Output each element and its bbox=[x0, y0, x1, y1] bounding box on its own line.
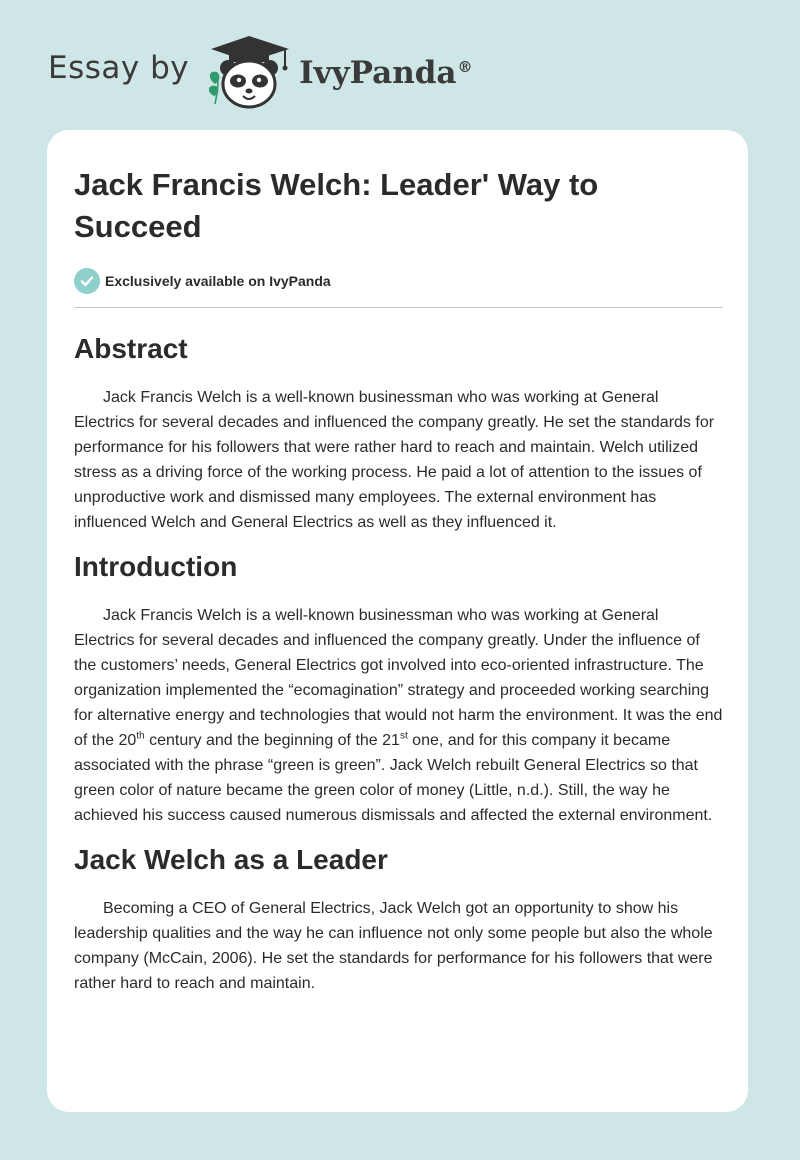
section-heading-leader: Jack Welch as a Leader bbox=[74, 844, 388, 875]
panda-graduation-cap-icon bbox=[205, 34, 295, 110]
intro-text-part: one, and for this company it became associated with the phrase “green is green”. Jack Welch rebuilt General Electrics so that green color of nature became the green color of money (Little, n.d.). Still, the way he achieved his success caused numerous dismissals and affected the external environment. bbox=[74, 732, 713, 824]
site-header bbox=[48, 34, 473, 110]
ordinal-suffix: th bbox=[136, 730, 145, 742]
brand-name-text: IvyPanda bbox=[299, 55, 457, 91]
intro-text-part: century and the beginning of the 21 bbox=[144, 732, 400, 749]
section-paragraph-abstract: Jack Francis Welch is a well-known businessman who was working at General Electrics for several decades and influenced the company greatly. He set the standards for performance for his followers that were rather hard to reach and maintain. Welch utilized stress as a driving force of the working process. He paid a lot of attention to the issues of unproductive work and dismissed many employees. The external environment has influenced Welch and General Electrics as well as they influenced it. bbox=[74, 389, 715, 531]
exclusive-badge bbox=[74, 268, 723, 294]
section-paragraph-leader: Becoming a CEO of General Electrics, Jack Welch got an opportunity to show his leadership qualities and the way he can influence not only some people but also the whole company (McCain, 2006). He set the standards for performance for his followers that were rather hard to reach and maintain. bbox=[74, 900, 713, 992]
essay-content bbox=[74, 130, 723, 996]
ordinal-suffix: st bbox=[399, 730, 408, 742]
section-paragraph-introduction bbox=[74, 603, 723, 828]
section-heading-introduction: Introduction bbox=[74, 551, 238, 582]
essay-title: Jack Francis Welch: Leader' Way to Succeed bbox=[74, 167, 599, 244]
divider bbox=[74, 307, 723, 308]
brand-prefix: Essay by bbox=[48, 50, 190, 86]
intro-text-part: Jack Francis Welch is a well-known businessman who was working at General Electrics for several decades and influenced the company greatly. Under the influence of the customers’ needs, General Electrics got involved into eco-oriented infrastructure. The organization implemented the “ecomagination” strategy and proceeded working searching for alternative energy and technologies that would not harm the environment. It was the end of the 20 bbox=[74, 607, 723, 749]
brand-name bbox=[299, 55, 472, 91]
checkmark-icon bbox=[74, 268, 100, 294]
section-heading-abstract: Abstract bbox=[74, 333, 188, 364]
exclusive-badge-label: Exclusively available on IvyPanda bbox=[105, 273, 331, 289]
registered-mark: ® bbox=[457, 57, 473, 76]
essay-card bbox=[47, 130, 748, 1112]
